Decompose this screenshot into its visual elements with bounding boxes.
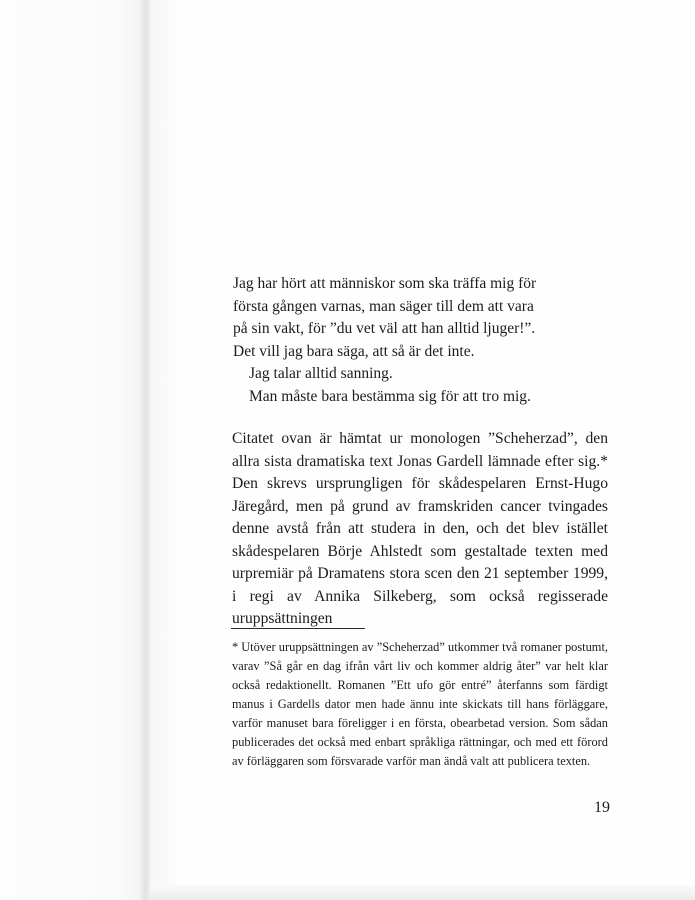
quote-line: Det vill jag bara säga, att så är det inte. <box>233 342 475 360</box>
quote-line: Man måste bara bestämma sig för att tro mig. <box>249 387 531 405</box>
quote-line: första gången varnas, man säger till dem att vara <box>233 297 534 315</box>
footnote-text: Utöver uruppsättningen av ”Scheherzad” utkommer två romaner postumt, varav ”Så går en dag ifrån vårt liv och kommer aldrig åter” var helt klar också redaktionellt. Romanen ”Ett ufo gör entré” återfanns som färdigt manus i Gardells dator men hade ännu inte skickats till hans förläggare, varför manuset bara föreligger i en första, obearbetad version. Som sådan publicerades det också med enbart språkliga rättningar, och med ett förord av förläggaren som försvarade varför man ändå valt att publicera texten. <box>232 640 608 768</box>
quote-line: på sin vakt, för ”du vet väl att han alltid ljuger!”. <box>233 320 536 337</box>
page-bottom-edge <box>150 885 695 900</box>
page-number: 19 <box>594 799 610 816</box>
epigraph-quote <box>233 273 623 408</box>
left-page <box>0 0 146 900</box>
footnote <box>232 638 608 771</box>
quote-line: Jag har hört att människor som ska träffa mig för <box>233 275 537 292</box>
body-paragraph: Citatet ovan är hämtat ur monologen ”Scheherzad”, den allra sista dramatiska text Jonas Gardell lämnade efter sig.* Den skrevs ursprungligen för skådespelaren Ernst-Hugo Järegård, men på grund av framskriden cancer tvingades denne avstå från att studera in den, och det blev istället skådespelaren Börje Ahlstedt som gestaltade texten med urpremiär på Dramatens stora scen den 21 september 1999, i regi av Annika Silkeberg, som också regisserade uruppsättningen <box>232 430 608 627</box>
footnote-divider <box>231 628 365 629</box>
footnote-marker: * <box>232 640 239 654</box>
quote-line: Jag talar alltid sanning. <box>249 365 393 382</box>
